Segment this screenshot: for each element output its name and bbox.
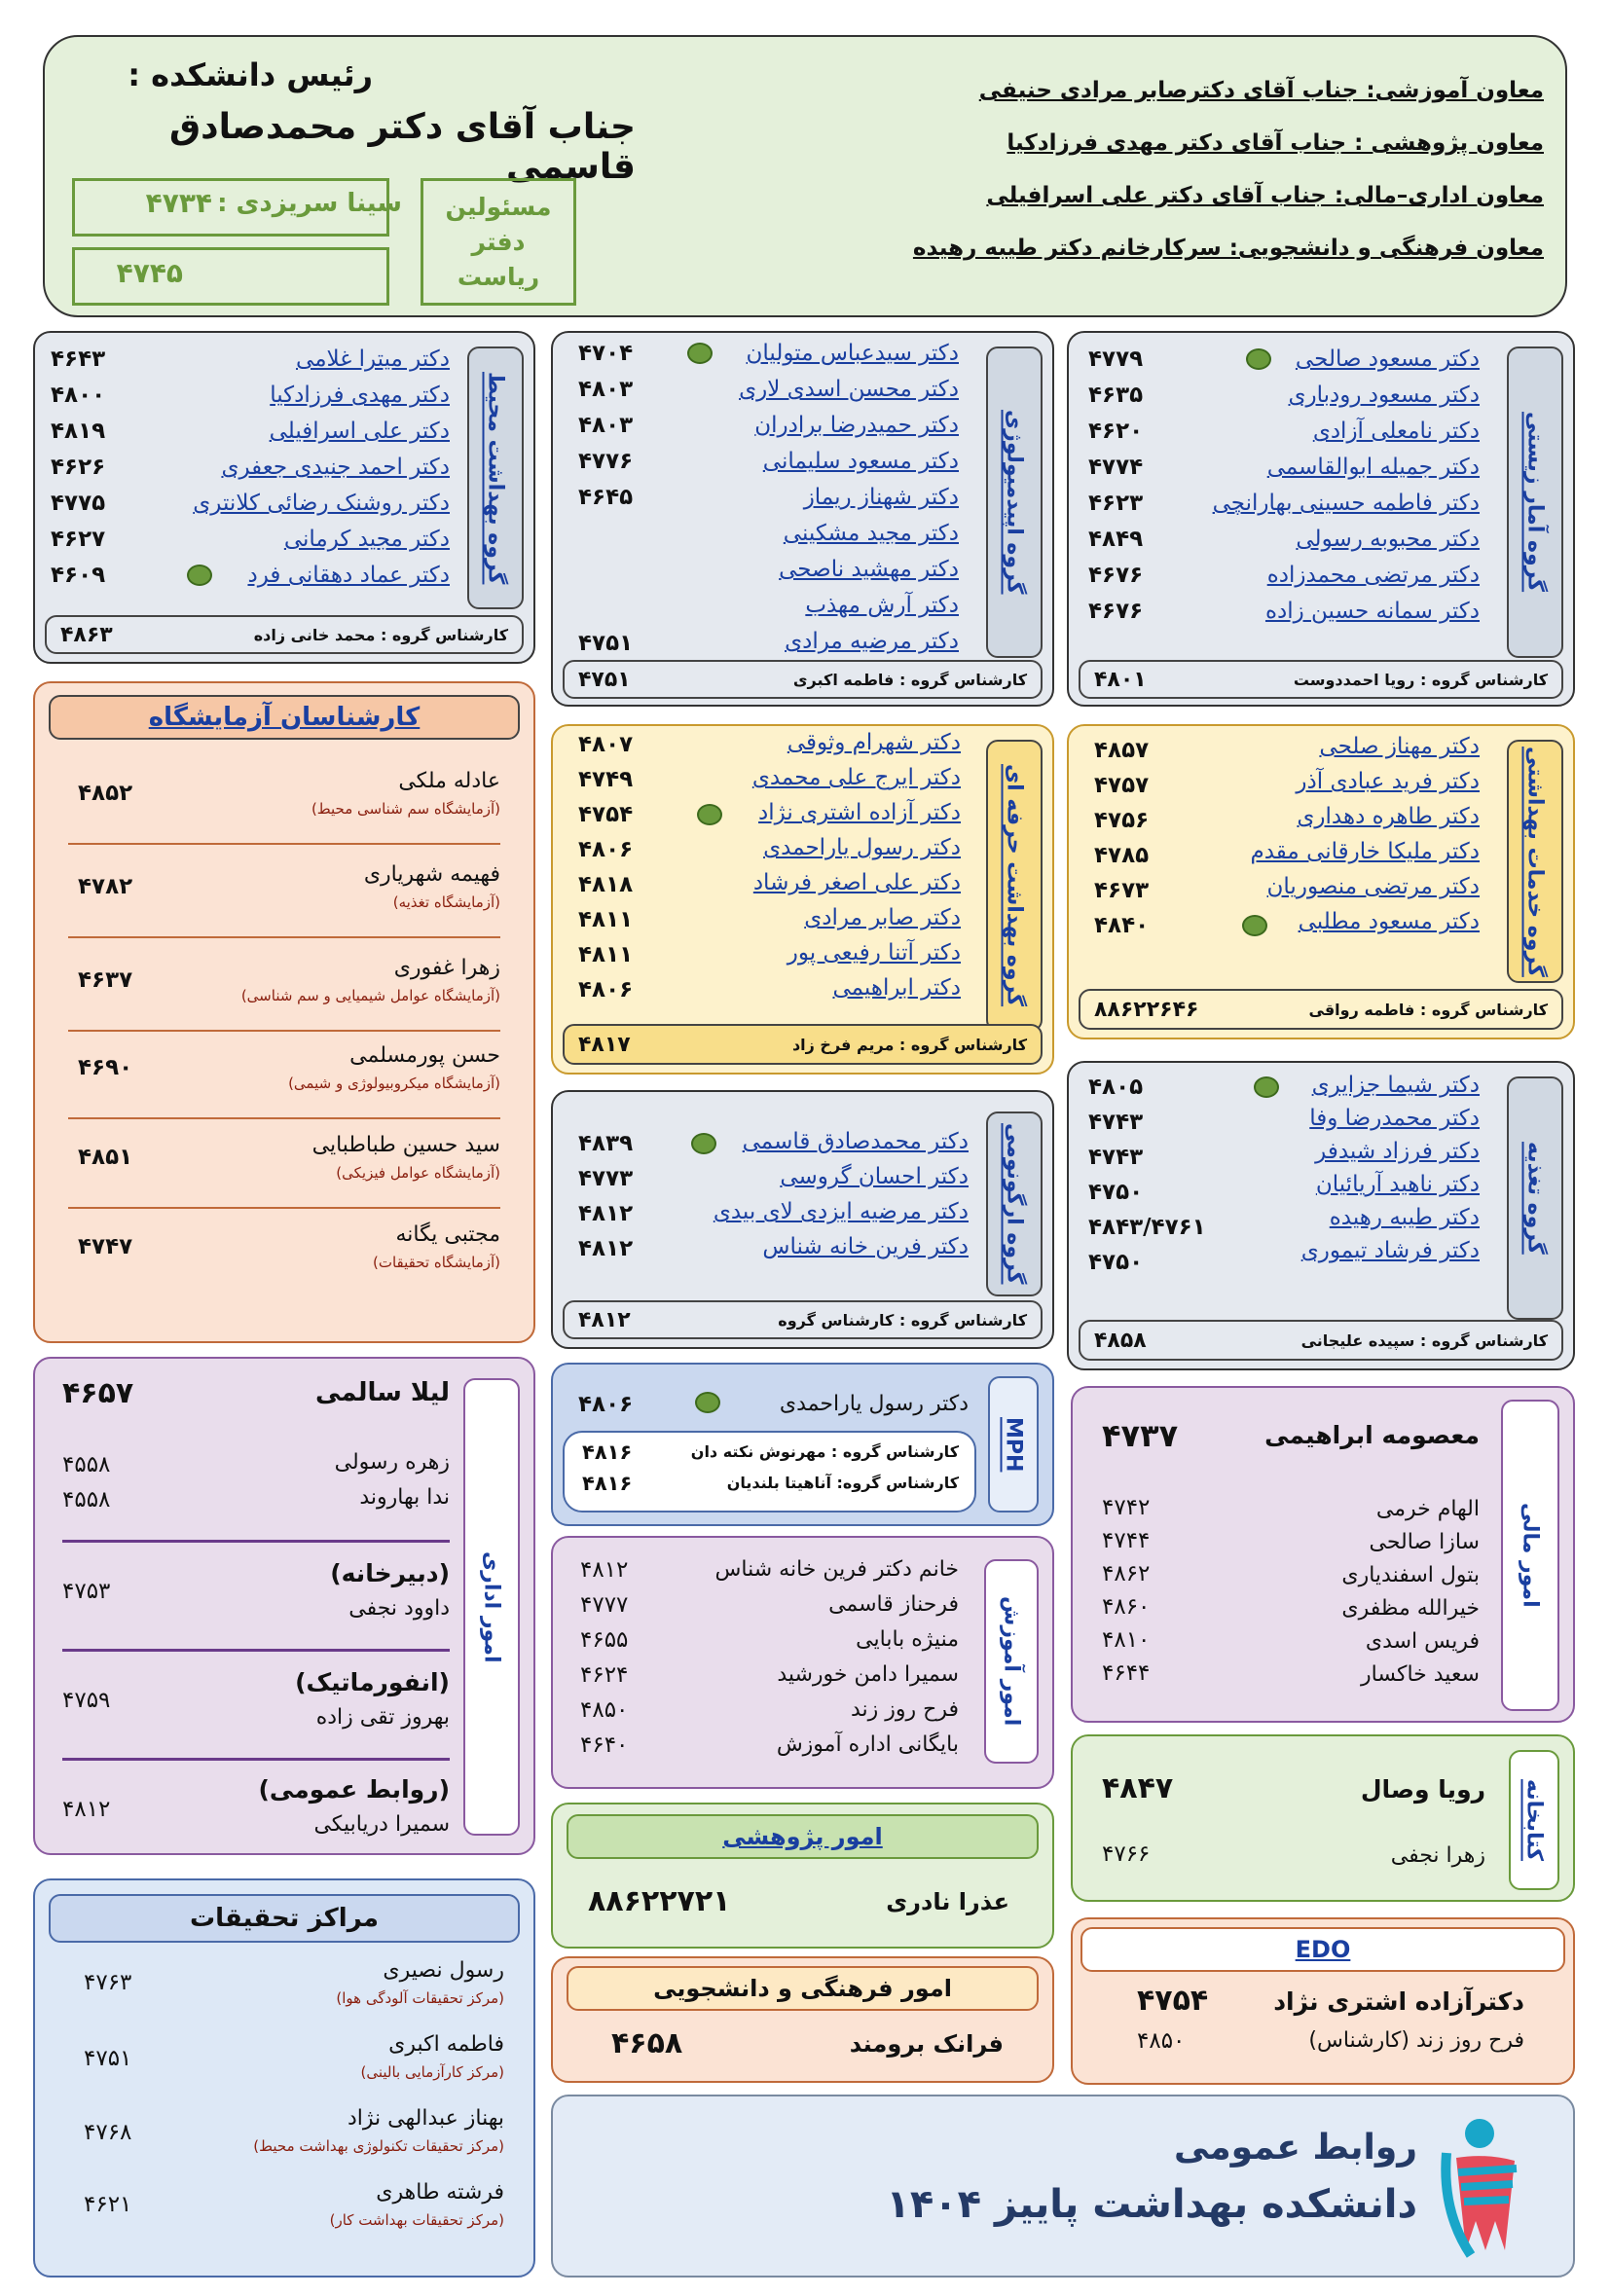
- mph-expert-num-1: ۴۸۱۶: [582, 1472, 633, 1495]
- occ-member-5[interactable]: دکتر صابر مرادی: [804, 905, 961, 930]
- biostat-panel: [1067, 331, 1575, 707]
- badge-icon: [1254, 1076, 1279, 1098]
- bio-member-7[interactable]: دکتر سمانه حسین زاده: [1264, 599, 1480, 624]
- finance-panel: [1071, 1386, 1575, 1723]
- hs-num-3: ۴۷۸۵: [1094, 843, 1150, 868]
- hs-member-5[interactable]: دکتر مسعود مطلبی: [1298, 909, 1480, 934]
- header-panel: [43, 35, 1567, 317]
- bio-num-4: ۴۶۲۳: [1088, 491, 1144, 516]
- mph-panel: [551, 1363, 1054, 1526]
- pr-name: سمیرا دریابیکی: [313, 1812, 450, 1837]
- hs-num-5: ۴۸۴۰: [1094, 913, 1150, 938]
- lab-sub-5: (آزمایشگاه تحقیقات): [372, 1254, 500, 1271]
- badge-icon: [1246, 348, 1271, 370]
- lab-panel: [33, 681, 535, 1343]
- admin-title: امور اداری: [463, 1378, 520, 1836]
- divider: [68, 1030, 500, 1032]
- ergo-num-3: ۴۸۱۲: [578, 1236, 634, 1261]
- fin-num-0: ۴۷۴۲: [1102, 1495, 1151, 1520]
- epi-num-0: ۴۷۰۴: [578, 341, 634, 366]
- ergo-title: گروه ارگونومی: [986, 1112, 1043, 1296]
- epi-expert-label: کارشناس گروه : فاطمه اکبری: [792, 670, 1027, 689]
- divider: [68, 843, 500, 845]
- finance-title: امور مالی: [1501, 1400, 1559, 1711]
- env-num-4: ۴۷۷۵: [51, 491, 106, 516]
- bio-member-5[interactable]: دکتر محبوبه رسولی: [1296, 527, 1480, 552]
- lab-sub-1: (آزمایشگاه تغذیه): [392, 893, 500, 911]
- education-title: امور آموزش: [984, 1559, 1039, 1764]
- edo-head-name: دکترآزاده اشتری نژاد: [1273, 1987, 1524, 2016]
- occ-num-5: ۴۸۱۱: [578, 907, 634, 932]
- nut-num-1: ۴۷۴۳: [1088, 1110, 1144, 1135]
- office-num1: ۴۷۳۴: [145, 187, 212, 219]
- ergo-num-1: ۴۷۷۳: [578, 1166, 634, 1191]
- health-services-panel: [1067, 724, 1575, 1039]
- nut-num-2: ۴۷۴۳: [1088, 1145, 1144, 1170]
- nut-member-4[interactable]: دکتر طیبه رهیده: [1329, 1205, 1480, 1230]
- bio-num-0: ۴۷۷۹: [1088, 346, 1144, 372]
- epi-member-2[interactable]: دکتر حمیدرضا برادران: [754, 413, 959, 438]
- culture-num: ۴۶۵۸: [611, 2026, 683, 2060]
- ergo-member-2[interactable]: دکتر مرضیه ایزدی لای بیدی: [713, 1199, 969, 1224]
- epi-member-4[interactable]: دکتر شهناز ریماز: [803, 485, 959, 510]
- admin-staff-0: زهره رسولی: [334, 1450, 450, 1475]
- occ-member-4[interactable]: دکتر علی اصغر فرشاد: [752, 870, 961, 895]
- nut-num-5: ۴۷۵۰: [1088, 1250, 1144, 1275]
- footer-line1: روابط عمومی: [1173, 2128, 1417, 2168]
- research-title: امور پژوهشی: [567, 1814, 1039, 1859]
- rc-sub-2: (مرکز تحقیقات تکنولوژی بهداشت محیط): [253, 2137, 504, 2155]
- edu-staff-3: سمیرا دامن خورشید: [777, 1662, 959, 1687]
- finance-head-name: معصومه ابراهیمی: [1264, 1421, 1480, 1449]
- rc-num-1: ۴۷۵۱: [84, 2046, 132, 2071]
- bio-member-3[interactable]: دکتر جمیله ابوالقاسمی: [1266, 455, 1480, 480]
- edo-panel: [1071, 1917, 1575, 2085]
- occ-member-0[interactable]: دکتر شهرام وثوقی: [787, 730, 961, 755]
- rc-num-3: ۴۶۲۱: [84, 2192, 132, 2217]
- nutrition-title: گروه تغذیه: [1507, 1076, 1563, 1320]
- bio-member-6[interactable]: دکتر مرتضی محمدزاده: [1266, 563, 1480, 588]
- fin-staff-3: خیرالله مظفری: [1341, 1596, 1480, 1621]
- rc-member-0: رسول نصیری: [383, 1958, 504, 1983]
- lab-num-5: ۴۷۴۷: [78, 1234, 133, 1259]
- occ-expert-num: ۴۸۱۷: [578, 1032, 631, 1057]
- divider: [62, 1540, 450, 1543]
- bio-num-7: ۴۶۷۶: [1088, 599, 1144, 624]
- rc-sub-0: (مرکز تحقیقات آلودگی هوا): [336, 1989, 504, 2007]
- rc-member-2: بهناز عبدالهی نژاد: [348, 2106, 504, 2131]
- lab-sub-4: (آزمایشگاه عوامل فیزیکی): [336, 1164, 500, 1182]
- epi-member-3[interactable]: دکتر مسعود سلیمانی: [762, 449, 959, 474]
- fin-staff-1: سازا صالحی: [1369, 1530, 1480, 1554]
- fin-staff-0: الهام خرمی: [1375, 1497, 1480, 1521]
- edu-staff-0: خانم دکتر فرین خانه شناس: [714, 1557, 959, 1582]
- nut-num-3: ۴۷۵۰: [1088, 1180, 1144, 1205]
- rc-member-1: فاطمه اکبری: [388, 2032, 504, 2057]
- mph-expert-1: کارشناس گروه: آناهیتا بلندیان: [726, 1474, 959, 1492]
- nut-member-3[interactable]: دکتر ناهید آریائیان: [1315, 1172, 1480, 1197]
- occ-member-2[interactable]: دکتر آزاده اشتری نژاد: [758, 800, 961, 825]
- divider: [68, 1207, 500, 1209]
- env-member-6[interactable]: دکتر عماد دهقانی فرد: [247, 563, 450, 588]
- lab-num-0: ۴۸۵۲: [78, 781, 133, 806]
- library-head-num: ۴۸۴۷: [1102, 1771, 1174, 1805]
- env-member-5[interactable]: دکتر مجید کرمانی: [283, 527, 450, 552]
- it-label: (انفورماتیک): [295, 1668, 450, 1696]
- env-member-4[interactable]: دکتر روشنک رضائی کلانتری: [193, 491, 450, 516]
- library-head-name: رویا وصال: [1360, 1775, 1485, 1804]
- lab-member-2: زهرا غفوری: [393, 956, 500, 980]
- lab-num-3: ۴۶۹۰: [78, 1055, 133, 1080]
- divider: [62, 1649, 450, 1652]
- epidemiology-panel: [551, 331, 1054, 707]
- it-num: ۴۷۵۹: [62, 1688, 111, 1713]
- occ-member-3[interactable]: دکتر رسول یاراحمدی: [763, 835, 961, 860]
- hs-member-0[interactable]: دکتر مهناز صلحی: [1319, 734, 1480, 759]
- admin-head-num: ۴۶۵۷: [62, 1376, 134, 1410]
- occ-num-3: ۴۸۰۶: [578, 837, 634, 862]
- occ-member-1[interactable]: دکتر ایرج علی محمدی: [751, 765, 961, 790]
- hs-num-1: ۴۷۵۷: [1094, 773, 1150, 798]
- epi-member-5[interactable]: دکتر مجید مشکینی: [783, 521, 959, 546]
- env-expert-label: کارشناس گروه : محمد خانی زاده: [253, 625, 508, 644]
- epi-member-1[interactable]: دکتر محسن اسدی لاری: [739, 377, 959, 402]
- nut-expert-footer: [1079, 1320, 1563, 1361]
- lab-title: کارشناسان آزمایشگاه: [49, 695, 520, 740]
- epi-num-4: ۴۶۴۵: [578, 485, 634, 510]
- epi-expert-num: ۴۷۵۱: [578, 667, 631, 692]
- office-person: سینا سریزدی :: [217, 189, 402, 218]
- env-health-panel: [33, 331, 535, 664]
- secretariat-label: (دبیرخانه): [330, 1559, 450, 1587]
- epi-num-3: ۴۷۷۶: [578, 449, 634, 474]
- hs-num-2: ۴۷۵۶: [1094, 808, 1150, 833]
- env-num-3: ۴۶۲۶: [51, 455, 106, 480]
- research-centers-panel: [33, 1878, 535, 2278]
- mph-head-name: دکتر رسول یاراحمدی: [779, 1392, 969, 1416]
- edu-staff-5: بایگانی اداره آموزش: [776, 1732, 959, 1757]
- nut-expert-num: ۴۸۵۸: [1094, 1328, 1147, 1353]
- it-name: بهروز تقی زاده: [315, 1705, 450, 1730]
- nutrition-panel: [1067, 1061, 1575, 1370]
- fin-num-4: ۴۸۱۰: [1102, 1627, 1151, 1653]
- edu-num-2: ۴۶۵۵: [580, 1627, 629, 1653]
- ergo-num-2: ۴۸۱۲: [578, 1201, 634, 1226]
- badge-icon: [687, 343, 713, 364]
- mph-expert-num-0: ۴۸۱۶: [582, 1440, 633, 1464]
- ergo-expert-footer: [563, 1300, 1043, 1339]
- biostat-title: گروه آمار زیستی: [1507, 346, 1563, 658]
- footer-panel: [551, 2095, 1575, 2278]
- occ-num-2: ۴۷۵۴: [578, 802, 634, 827]
- secretariat-num: ۴۷۵۳: [62, 1579, 111, 1604]
- bio-num-3: ۴۷۷۴: [1088, 455, 1144, 480]
- occ-num-0: ۴۸۰۷: [578, 732, 634, 757]
- nut-member-1[interactable]: دکتر محمدرضا وفا: [1309, 1106, 1480, 1131]
- rc-num-0: ۴۷۶۳: [84, 1970, 132, 1995]
- fin-num-3: ۴۸۶۰: [1102, 1594, 1151, 1620]
- office-num2: ۴۷۴۵: [116, 257, 183, 289]
- ergo-expert-num: ۴۸۱۲: [578, 1307, 631, 1332]
- library-panel: [1071, 1734, 1575, 1902]
- faculty-logo-icon: [1437, 2114, 1534, 2260]
- occ-num-6: ۴۸۱۱: [578, 942, 634, 967]
- bio-num-2: ۴۶۲۰: [1088, 419, 1144, 444]
- footer-line2: دانشکده بهداشت پاییز ۱۴۰۴: [886, 2182, 1417, 2227]
- culture-panel: [551, 1956, 1054, 2083]
- research-name: عذرا نادری: [886, 1888, 1009, 1915]
- rc-num-2: ۴۷۶۸: [84, 2120, 132, 2145]
- divider: [68, 1117, 500, 1119]
- edo-staff-name: فرح روز زند (کارشناس): [1308, 2028, 1524, 2053]
- mph-head-num: ۴۸۰۶: [578, 1392, 634, 1417]
- deputy-research: معاون پژوهشی : جناب آقای دکتر مهدی فرزادکیا: [1007, 130, 1544, 156]
- epi-num-2: ۴۸۰۳: [578, 413, 634, 438]
- bio-member-1[interactable]: دکتر مسعود رودباری: [1288, 383, 1480, 408]
- research-num: ۸۸۶۲۲۷۲۱: [588, 1884, 731, 1918]
- hs-expert-label: کارشناس گروه : فاطمه رواقی: [1308, 1000, 1548, 1019]
- deputy-finance: معاون اداری–مالی: جناب آقای دکتر علی اسرافیلی: [986, 183, 1544, 208]
- hs-member-1[interactable]: دکتر فرید عبادی آذر: [1296, 769, 1480, 794]
- lab-member-3: حسن پورمسلمی: [349, 1043, 500, 1068]
- lab-sub-2: (آزمایشگاه عوامل شیمیایی و سم شناسی): [240, 987, 500, 1004]
- env-expert-footer: [45, 615, 524, 654]
- admin-panel: [33, 1357, 535, 1855]
- deputy-education: معاون آموزشی: جناب آقای دکترصابر مرادی حنیفی: [978, 78, 1544, 103]
- lab-num-2: ۴۶۳۷: [78, 967, 133, 993]
- library-staff-num: ۴۷۶۶: [1102, 1841, 1151, 1867]
- lab-member-4: سید حسین طباطبایی: [311, 1133, 500, 1157]
- occ-num-7: ۴۸۰۶: [578, 977, 634, 1002]
- ergo-expert-label: کارشناس گروه : کارشناس گروه: [778, 1310, 1027, 1330]
- admin-head-name: لیلا سالمی: [315, 1378, 450, 1407]
- bio-num-6: ۴۶۷۶: [1088, 563, 1144, 588]
- occ-expert-label: کارشناس گروه : مریم فرخ زاد: [791, 1035, 1027, 1054]
- mph-expert-0: کارشناس گروه : مهرنوش نکته دان: [690, 1442, 959, 1461]
- lab-num-1: ۴۷۸۲: [78, 874, 133, 899]
- hs-num-0: ۴۸۵۷: [1094, 738, 1150, 763]
- edo-staff-num: ۴۸۵۰: [1137, 2028, 1186, 2054]
- rc-sub-1: (مرکز کارآزمایی بالینی): [360, 2063, 504, 2081]
- bio-member-4[interactable]: دکتر فاطمه حسینی بهارانچی: [1212, 491, 1480, 516]
- bio-member-0[interactable]: دکتر مسعود صالحی: [1295, 346, 1480, 372]
- hs-num-4: ۴۶۷۳: [1094, 878, 1150, 903]
- occ-num-4: ۴۸۱۸: [578, 872, 634, 897]
- occ-member-6[interactable]: دکتر آتنا رفیعی پور: [787, 940, 961, 966]
- dean-name: جناب آقای دکتر محمدصادق قاسمی: [169, 107, 636, 187]
- nut-expert-label: کارشناس گروه : سپیده علیجانی: [1300, 1330, 1548, 1350]
- divider: [68, 936, 500, 938]
- bio-expert-num: ۴۸۰۱: [1094, 667, 1147, 692]
- edu-staff-4: فرح روز زند: [850, 1697, 959, 1722]
- edu-staff-1: فرحناز قاسمی: [828, 1592, 959, 1617]
- bio-num-5: ۴۸۴۹: [1088, 527, 1144, 552]
- ergo-num-0: ۴۸۳۹: [578, 1131, 634, 1156]
- pr-label: (روابط عمومی): [258, 1775, 450, 1804]
- mph-title: MPH: [988, 1376, 1039, 1512]
- env-member-0[interactable]: دکتر میترا غلامی: [296, 346, 450, 372]
- nut-member-2[interactable]: دکتر فرزاد شیدفر: [1315, 1139, 1480, 1164]
- finance-head-num: ۴۷۳۷: [1102, 1417, 1179, 1454]
- hs-title: گروه خدمات بهداشتی: [1507, 740, 1563, 983]
- env-num-2: ۴۸۱۹: [51, 419, 106, 444]
- badge-icon: [695, 1392, 720, 1413]
- nut-num-0: ۴۸۰۵: [1088, 1075, 1144, 1100]
- ergo-member-1[interactable]: دکتر احسان گروسی: [780, 1164, 969, 1189]
- nut-member-5[interactable]: دکتر فرشاد تیموری: [1300, 1238, 1480, 1263]
- epi-num-8: ۴۷۵۱: [578, 631, 634, 656]
- bio-expert-footer: [1079, 660, 1563, 699]
- edu-num-5: ۴۶۴۰: [580, 1732, 629, 1758]
- office-label-box: [421, 178, 576, 306]
- dean-title: رئیس دانشکده :: [128, 56, 373, 93]
- epi-member-7[interactable]: دکتر آرش مهذب: [805, 593, 959, 618]
- culture-name: فرانک برومند: [849, 2030, 1004, 2058]
- badge-icon: [1242, 915, 1267, 936]
- ergonomics-panel: [551, 1090, 1054, 1349]
- deputy-culture: معاون فرهنگی و دانشجویی: سرکارخانم دکتر طیبه رهیده: [912, 236, 1544, 261]
- env-num-1: ۴۸۰۰: [51, 383, 106, 408]
- ergo-member-0[interactable]: دکتر محمدصادق قاسمی: [742, 1129, 969, 1154]
- fin-staff-4: فریس اسدی: [1365, 1629, 1480, 1654]
- nut-num-4: ۴۸۴۳/۴۷۶۱: [1088, 1215, 1206, 1240]
- env-num-5: ۴۶۲۷: [51, 527, 106, 552]
- library-title: کتابخانه: [1509, 1750, 1559, 1890]
- occ-expert-footer: [563, 1024, 1043, 1065]
- hs-member-2[interactable]: دکتر طاهره دهداری: [1297, 804, 1480, 829]
- edo-title: EDO: [1080, 1927, 1565, 1972]
- lab-sub-3: (آزمایشگاه میکروبیولوژی و شیمی): [288, 1075, 500, 1092]
- office-label: مسئولین دفتر ریاست: [445, 192, 552, 291]
- env-num-6: ۴۶۰۹: [51, 563, 106, 588]
- env-num-0: ۴۶۴۳: [51, 346, 106, 372]
- env-health-title: گروه بهداشت محیط: [467, 346, 524, 609]
- admin-staff-num-1: ۴۵۵۸: [62, 1487, 111, 1512]
- admin-staff-1: ندا بهاروند: [359, 1485, 450, 1510]
- rc-title: مراکز تحقیقات: [49, 1894, 520, 1943]
- edu-num-0: ۴۸۱۲: [580, 1557, 629, 1583]
- library-staff-name: زهرا نجفی: [1390, 1843, 1485, 1868]
- fin-num-5: ۴۶۴۴: [1102, 1660, 1151, 1686]
- secretariat-name: داوود نجفی: [348, 1596, 450, 1621]
- edu-staff-2: منیژه بابایی: [856, 1627, 959, 1652]
- edu-num-3: ۴۶۲۴: [580, 1662, 629, 1688]
- epi-member-0[interactable]: دکتر سیدعباس متولیان: [746, 341, 959, 366]
- occ-num-1: ۴۷۴۹: [578, 767, 634, 792]
- env-member-3[interactable]: دکتر احمد جنیدی جعفری: [221, 455, 450, 480]
- env-member-2[interactable]: دکتر علی اسرافیلی: [269, 419, 450, 444]
- hs-expert-num: ۸۸۶۲۲۶۴۶: [1094, 997, 1199, 1022]
- occ-member-7[interactable]: دکتر ابراهیمی: [832, 975, 961, 1001]
- lab-sub-0: (آزمایشگاه سم شناسی محیط): [311, 800, 500, 818]
- pr-num: ۴۸۱۲: [62, 1797, 111, 1822]
- bio-member-2[interactable]: دکتر نامعلی آزادی: [1312, 419, 1480, 444]
- bio-num-1: ۴۶۳۵: [1088, 383, 1144, 408]
- badge-icon: [691, 1133, 716, 1154]
- hs-member-3[interactable]: دکتر ملیکا خارقانی مقدم: [1250, 839, 1480, 864]
- badge-icon: [697, 804, 722, 825]
- hs-member-4[interactable]: دکتر مرتضی منصوریان: [1266, 874, 1480, 899]
- rc-member-3: فرشته طاهری: [376, 2180, 504, 2205]
- edo-head-num: ۴۷۵۴: [1137, 1984, 1209, 2018]
- admin-staff-num-0: ۴۵۵۸: [62, 1452, 111, 1477]
- epi-member-8[interactable]: دکتر مرضیه مرادی: [785, 629, 959, 654]
- lab-member-1: فهیمه شهریاری: [363, 862, 500, 887]
- fin-num-1: ۴۷۴۴: [1102, 1528, 1151, 1553]
- culture-title: امور فرهنگی و دانشجویی: [567, 1966, 1039, 2011]
- epi-num-1: ۴۸۰۳: [578, 377, 634, 402]
- research-panel: [551, 1803, 1054, 1949]
- fin-staff-2: بتول اسفندیاری: [1341, 1563, 1480, 1587]
- fin-staff-5: سعید خاکسار: [1361, 1662, 1480, 1687]
- education-panel: [551, 1536, 1054, 1789]
- edu-num-1: ۴۷۷۷: [580, 1592, 629, 1618]
- edu-num-4: ۴۸۵۰: [580, 1697, 629, 1723]
- env-member-1[interactable]: دکتر مهدی فرزادکیا: [270, 383, 450, 408]
- env-expert-num: ۴۸۶۳: [60, 622, 113, 647]
- rc-sub-3: (مرکز تحقیقات بهداشت کار): [329, 2211, 504, 2229]
- bio-expert-label: کارشناس گروه : رویا احمددوست: [1293, 670, 1548, 689]
- ergo-member-3[interactable]: دکتر فرین خانه شناس: [762, 1234, 969, 1259]
- epi-expert-footer: [563, 660, 1043, 699]
- occ-health-panel: [551, 724, 1054, 1075]
- badge-icon: [187, 565, 212, 586]
- lab-member-0: عادله ملکی: [398, 769, 500, 793]
- lab-member-5: مجتبی یگانه: [395, 1222, 500, 1247]
- fin-num-2: ۴۸۶۲: [1102, 1561, 1151, 1586]
- divider: [62, 1758, 450, 1761]
- epi-member-6[interactable]: دکتر مهشید ناصحی: [779, 557, 959, 582]
- nut-member-0[interactable]: دکتر شیما جزایری: [1311, 1073, 1480, 1098]
- lab-num-4: ۴۸۵۱: [78, 1145, 133, 1170]
- hs-expert-footer: [1079, 989, 1563, 1030]
- occ-title: گروه بهداشت حرفه ای: [986, 740, 1043, 1032]
- epi-title: گروه اپیدمیولوژی: [986, 346, 1043, 658]
